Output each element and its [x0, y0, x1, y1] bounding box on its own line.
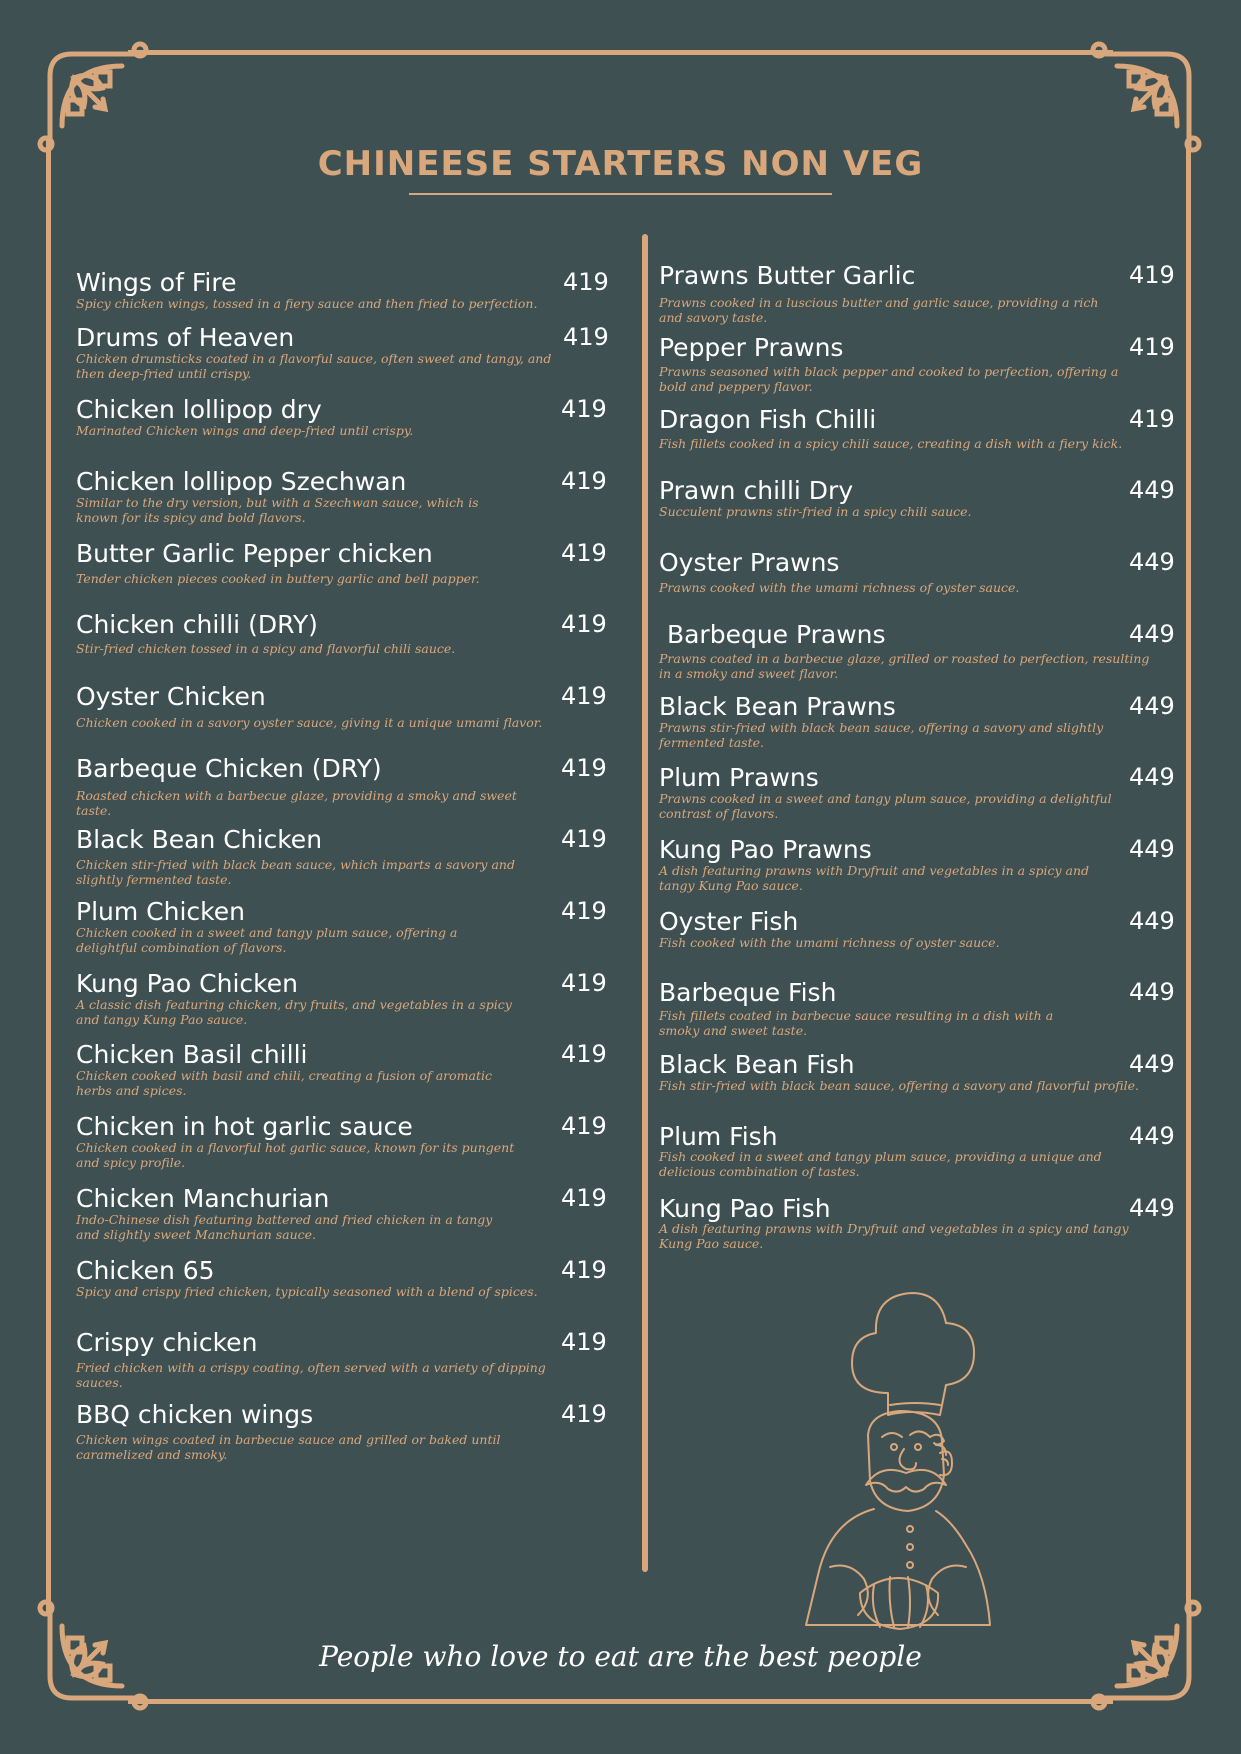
item-name: Chicken lollipop dry [76, 395, 322, 424]
item-description: Fish fillets coated in barbecue sauce resulting in a dish with a smoky and sweet taste. [659, 1008, 1054, 1038]
item-description: Fish cooked with the umami richness of oyster sauce. [659, 935, 1000, 950]
item-name: BBQ chicken wings [76, 1400, 314, 1429]
frame-left-border [46, 140, 51, 1614]
item-price: 449 [1129, 1122, 1175, 1150]
item-price: 419 [1129, 261, 1175, 289]
item-price: 449 [1129, 1050, 1175, 1078]
item-name: Kung Pao Fish [659, 1194, 831, 1223]
item-price: 419 [561, 539, 607, 567]
item-name: Chicken lollipop Szechwan [76, 467, 407, 496]
ornamental-corner-icon [1087, 36, 1207, 156]
item-description: Prawns cooked with the umami richness of oyster sauce. [659, 580, 1020, 595]
item-description: Chicken cooked with basil and chili, creating a fusion of aromatic herbs and spices. [76, 1068, 493, 1098]
item-price: 419 [561, 1400, 607, 1428]
item-price: 419 [561, 754, 607, 782]
item-price: 419 [561, 395, 607, 423]
item-price: 449 [1129, 692, 1175, 720]
item-price: 449 [1129, 548, 1175, 576]
item-price: 449 [1129, 835, 1175, 863]
item-description: Indo-Chinese dish featuring battered and fried chicken in a tangy and slightly sweet Manchurian sauce. [76, 1212, 493, 1242]
item-name: Butter Garlic Pepper chicken [76, 539, 433, 568]
item-name: Chicken 65 [76, 1256, 215, 1285]
item-name: Oyster Prawns [659, 548, 840, 577]
item-name: Barbeque Fish [659, 978, 837, 1007]
column-divider [642, 234, 648, 1572]
item-description: Prawns stir-fried with black bean sauce, offering a savory and slightly fermented taste. [659, 720, 1104, 750]
item-description: Tender chicken pieces cooked in buttery garlic and bell papper. [76, 571, 480, 586]
item-price: 419 [561, 969, 607, 997]
item-description: Similar to the dry version, but with a Szechwan sauce, which is known for its spicy and bold flavors. [76, 495, 479, 525]
item-name: Black Bean Fish [659, 1050, 855, 1079]
item-name: Oyster Fish [659, 907, 799, 936]
item-price: 419 [563, 323, 609, 351]
item-price: 419 [561, 1328, 607, 1356]
item-description: Roasted chicken with a barbecue glaze, providing a smoky and sweet taste. [76, 788, 517, 818]
item-price: 449 [1129, 476, 1175, 504]
item-price: 449 [1129, 1194, 1175, 1222]
item-description: Stir-fried chicken tossed in a spicy and flavorful chili sauce. [76, 641, 456, 656]
item-name: Plum Chicken [76, 897, 245, 926]
item-name: Kung Pao Chicken [76, 969, 298, 998]
item-description: Chicken cooked in a flavorful hot garlic sauce, known for its pungent and spicy profile. [76, 1140, 515, 1170]
item-description: Chicken cooked in a sweet and tangy plum sauce, offering a delightful combination of flavors. [76, 925, 458, 955]
item-price: 419 [1129, 405, 1175, 433]
item-description: Chicken stir-fried with black bean sauce, which imparts a savory and slightly fermented taste. [76, 857, 515, 887]
item-name: Oyster Chicken [76, 682, 266, 711]
item-description: Fish fillets cooked in a spicy chili sauce, creating a dish with a fiery kick. [659, 436, 1123, 451]
item-name: Black Bean Chicken [76, 825, 323, 854]
frame-right-border [1186, 140, 1191, 1614]
item-name: Chicken chilli (DRY) [76, 610, 318, 639]
item-name: Plum Fish [659, 1122, 778, 1151]
item-name: Crispy chicken [76, 1328, 258, 1357]
item-description: Prawns seasoned with black pepper and cooked to perfection, offering a bold and peppery flavor. [659, 364, 1119, 394]
chef-illustration-icon [790, 1285, 1000, 1645]
item-name: Plum Prawns [659, 763, 819, 792]
item-description: Spicy and crispy fried chicken, typically seasoned with a blend of spices. [76, 1284, 538, 1299]
item-description: Fried chicken with a crispy coating, often served with a variety of dipping sauces. [76, 1360, 546, 1390]
frame-top-border [128, 50, 1113, 55]
item-name: Kung Pao Prawns [659, 835, 872, 864]
item-name: Chicken Manchurian [76, 1184, 330, 1213]
item-description: Prawns cooked in a sweet and tangy plum sauce, providing a delightful contrast of flavors. [659, 791, 1112, 821]
item-description: Chicken wings coated in barbecue sauce and grilled or baked until caramelized and smoky. [76, 1432, 501, 1462]
item-price: 419 [561, 825, 607, 853]
item-description: Spicy chicken wings, tossed in a fiery sauce and then fried to perfection. [76, 296, 538, 311]
item-name: Prawns Butter Garlic [659, 261, 916, 290]
item-price: 419 [561, 610, 607, 638]
page-title: CHINEESE STARTERS NON VEG [317, 144, 924, 184]
item-name: Drums of Heaven [76, 323, 295, 352]
item-price: 449 [1129, 907, 1175, 935]
item-description: A classic dish featuring chicken, dry fruits, and vegetables in a spicy and tangy Kung Pao sauce. [76, 997, 512, 1027]
item-description: Prawns cooked in a luscious butter and garlic sauce, providing a rich and savory taste. [659, 295, 1099, 325]
item-description: Marinated Chicken wings and deep-fried until crispy. [76, 423, 414, 438]
item-description: Chicken cooked in a savory oyster sauce, giving it a unique umami flavor. [76, 715, 543, 730]
item-name: Prawn chilli Dry [659, 476, 854, 505]
item-price: 419 [561, 467, 607, 495]
item-name: Black Bean Prawns [659, 692, 896, 721]
item-name: Pepper Prawns [659, 333, 844, 362]
item-description: Succulent prawns stir-fried in a spicy chili sauce. [659, 504, 972, 519]
item-price: 419 [563, 268, 609, 296]
item-description: A dish featuring prawns with Dryfruit and vegetables in a spicy and tangy Kung Pao sauce. [659, 1221, 1129, 1251]
item-price: 419 [561, 897, 607, 925]
item-name: Barbeque Chicken (DRY) [76, 754, 382, 783]
frame-bottom-border [128, 1699, 1113, 1704]
ornamental-corner-icon [32, 36, 152, 156]
item-name: Wings of Fire [76, 268, 237, 297]
item-price: 419 [561, 1184, 607, 1212]
item-description: Prawns coated in a barbecue glaze, grilled or roasted to perfection, resulting in a smoky and sweet flavor. [659, 651, 1150, 681]
item-price: 419 [561, 682, 607, 710]
item-name: Barbeque Prawns [659, 620, 886, 649]
item-price: 419 [561, 1040, 607, 1068]
item-description: A dish featuring prawns with Dryfruit and vegetables in a spicy and tangy Kung Pao sauce. [659, 863, 1090, 893]
item-name: Chicken in hot garlic sauce [76, 1112, 413, 1141]
item-name: Dragon Fish Chilli [659, 405, 877, 434]
item-price: 419 [1129, 333, 1175, 361]
item-price: 449 [1129, 620, 1175, 648]
item-price: 419 [561, 1112, 607, 1140]
item-price: 419 [561, 1256, 607, 1284]
title-underline [409, 193, 832, 195]
item-price: 449 [1129, 978, 1175, 1006]
item-name: Chicken Basil chilli [76, 1040, 308, 1069]
tagline: People who love to eat are the best people [319, 1640, 922, 1673]
item-description: Fish cooked in a sweet and tangy plum sauce, providing a unique and delicious combination of tastes. [659, 1149, 1102, 1179]
item-description: Fish stir-fried with black bean sauce, offering a savory and flavorful profile. [659, 1078, 1139, 1093]
item-description: Chicken drumsticks coated in a flavorful sauce, often sweet and tangy, and then deep-fried until crispy. [76, 351, 552, 381]
item-price: 449 [1129, 763, 1175, 791]
